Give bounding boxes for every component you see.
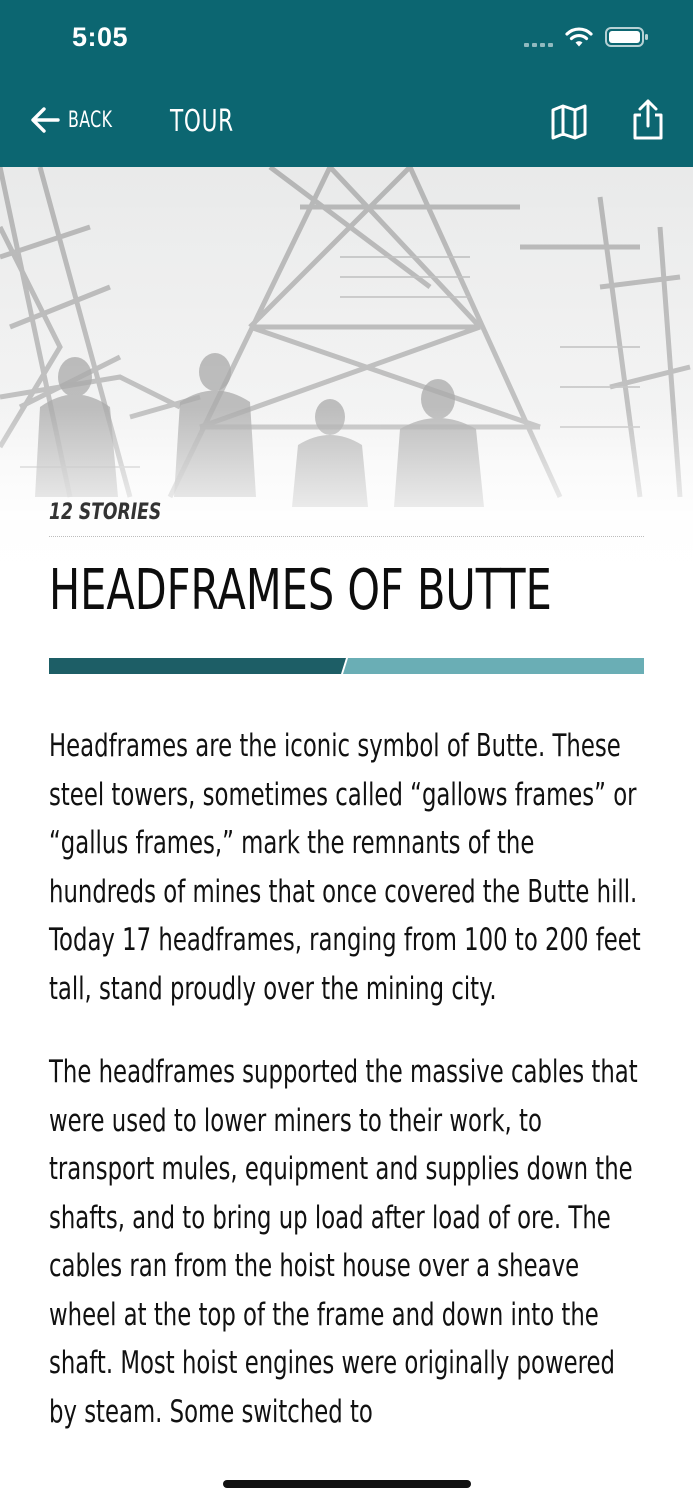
status-icons xyxy=(524,26,649,48)
paragraph: The headframes supported the massive cables that were used to lower miners to their work, to transport mules, equipment and supplies down the shafts, and to bring up load after load of ore. The cables ran from the hoist house over a sheave wheel at the top of the frame and down into the shaft. Most hoist engines were originally powered by steam. Some switched to xyxy=(49,1054,638,1430)
battery-icon xyxy=(605,26,649,48)
back-label: BACK xyxy=(68,107,113,133)
paragraph: Headframes are the iconic symbol of Butte. These steel towers, sometimes called “gallows frames” or “gallus frames,” mark the remnants of the hundreds of mines that once covered the Butte hill. Today 17 headframes, ranging from 100 to 200 feet tall, stand proudly over the mining city. xyxy=(49,728,641,1007)
tour-description xyxy=(49,722,644,1471)
tour-title: HEADFRAMES OF BUTTE xyxy=(49,558,552,623)
wifi-icon xyxy=(565,26,593,48)
app-header xyxy=(0,0,693,167)
map-icon xyxy=(550,102,588,142)
headframe-photo xyxy=(0,167,693,607)
title-divider xyxy=(49,658,644,674)
share-button[interactable] xyxy=(630,98,666,146)
back-button[interactable] xyxy=(30,106,130,134)
signal-icon xyxy=(524,33,553,47)
back-arrow-icon xyxy=(30,106,60,134)
stories-count: 12 STORIES xyxy=(49,500,162,525)
map-button[interactable] xyxy=(550,102,588,146)
dotted-separator xyxy=(49,536,644,537)
navigation-bar xyxy=(0,96,693,152)
hero-image xyxy=(0,167,693,607)
status-time: 5:05 xyxy=(72,22,129,52)
share-icon xyxy=(630,98,666,142)
page-header-title: TOUR xyxy=(170,104,234,139)
home-indicator[interactable] xyxy=(223,1480,471,1488)
